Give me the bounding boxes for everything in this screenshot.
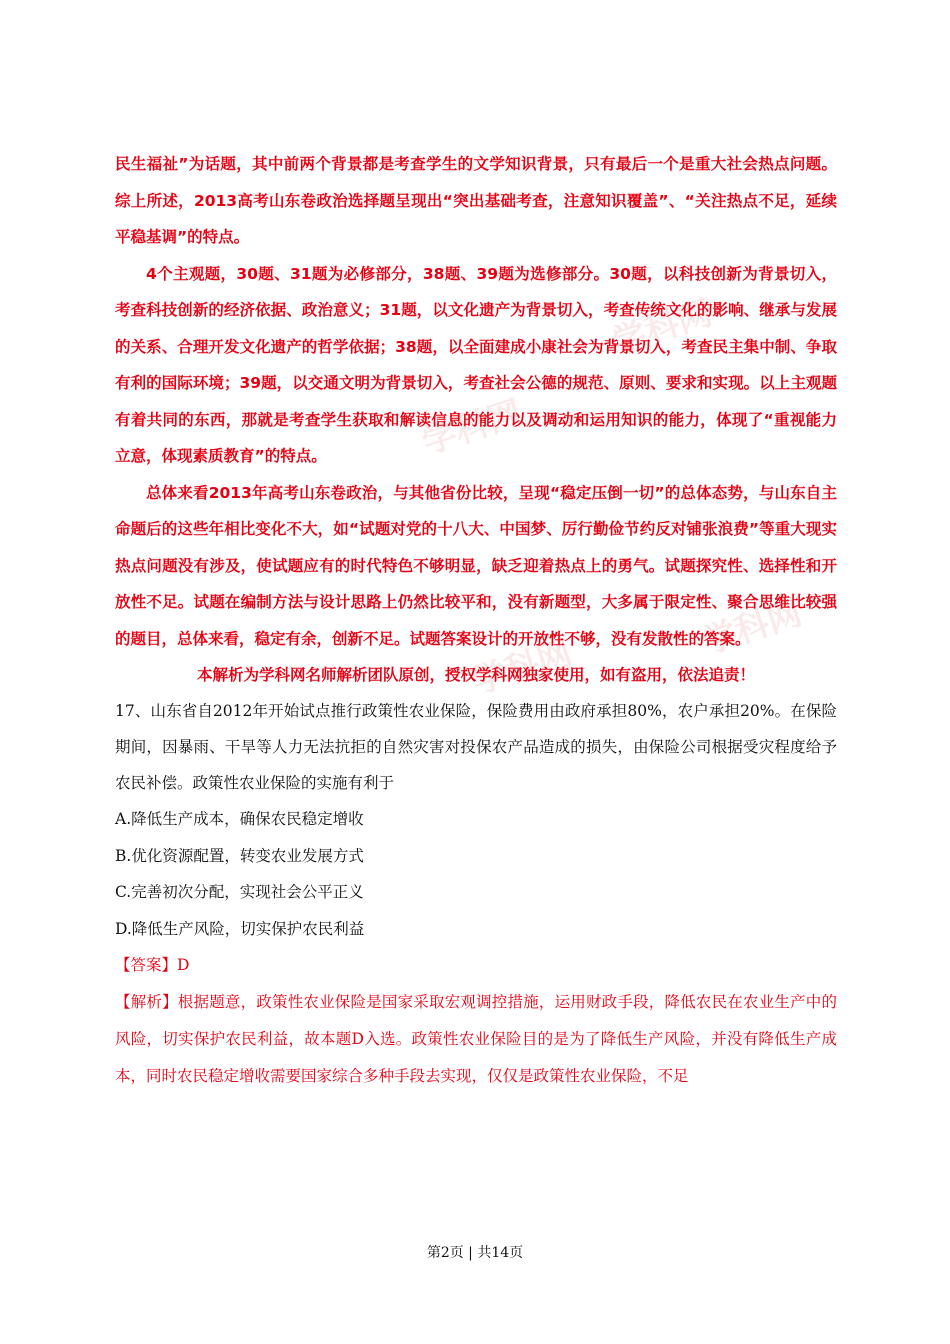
answer-line: 【答案】D bbox=[115, 956, 190, 974]
watermark: 学科网 bbox=[697, 593, 807, 663]
commentary-paragraph-3: 总体来看2013年高考山东卷政治，与其他省份比较，呈现“稳定压倒一切”的总体态势，与山东自主命题后的这些年相比变化不大，如“试题对党的十八大、中国梦、厉行勤俭节约反对铺张浪费”等重大现实热点问题没有涉及，使试题应有的时代特色不够明显，缺乏迎着热点上的勇气。试题探究性、选择性和开放性不足。试题在编制方法与设计思路上仍然比较平和，没有新题型，大多属于限定性、聚合思维比较强的题目，总体来看，稳定有余，创新不足。试题答案设计的开放性不够，没有发散性的答案。 bbox=[115, 483, 837, 648]
option-b: B.优化资源配置，转变农业发展方式 bbox=[115, 846, 364, 865]
watermark: 学科网 bbox=[417, 393, 527, 463]
analysis-paragraph: 【解析】根据题意，政策性农业保险是国家采取宏观调控措施，运用财政手段，降低农民在农业生产中的风险，切实保护农民利益，故本题D入选。政策性农业保险目的是为了降低生产风险，并没有降低生产成本，同时农民稳定增收需要国家综合多种手段去实现，仅仅是政策性农业保险，不足 bbox=[115, 993, 837, 1085]
option-c: C.完善初次分配，实现社会公平正义 bbox=[115, 883, 364, 901]
watermark: 学科网 bbox=[467, 633, 577, 703]
option-a: A.降低生产成本，确保农民稳定增收 bbox=[115, 810, 364, 828]
commentary-paragraph-1: 民生福祉”为话题，其中前两个背景都是考查学生的文学知识背景，只有最后一个是重大社会热点问题。综上所述，2013高考山东卷政治选择题呈现出“突出基础考查，注意知识覆盖”、“关注热点不足，延续平稳基调”的特点。 bbox=[115, 155, 837, 246]
page-footer: 第2页 | 共14页 bbox=[426, 1245, 524, 1261]
question-stem: 17、山东省自2012年开始试点推行政策性农业保险，保险费用由政府承担80%，农户承担20%。在保险期间，因暴雨、干旱等人力无法抗拒的自然灾害对投保农产品造成的损失，由保险公司根据受灾程度给予农民补偿。政策性农业保险的实施有利于 bbox=[115, 702, 837, 792]
watermark: 学科网 bbox=[607, 293, 717, 363]
copyright-statement: 本解析为学科网名师解析团队原创，授权学科网独家使用，如有盗用，依法追责！ bbox=[196, 666, 755, 684]
commentary-paragraph-2: 4个主观题，30题、31题为必修部分，38题、39题为选修部分。30题，以科技创新为背景切入，考查科技创新的经济依据、政治意义；31题，以文化遗产为背景切入，考查传统文化的影响、继承与发展的关系、合理开发文化遗产的哲学依据；38题，以全面建成小康社会为背景切入，考查民主集中制、争取有利的国际环境；39题，以交通文明为背景切入，考查社会公德的规范、原则、要求和实现。以上主观题有着共同的东西，那就是考查学生获取和解读信息的能力以及调动和运用知识的能力，体现了“重视能力立意，体现素质教育”的特点。 bbox=[115, 264, 837, 465]
option-d: D.降低生产风险，切实保护农民利益 bbox=[115, 919, 365, 938]
page-content bbox=[115, 146, 837, 1095]
